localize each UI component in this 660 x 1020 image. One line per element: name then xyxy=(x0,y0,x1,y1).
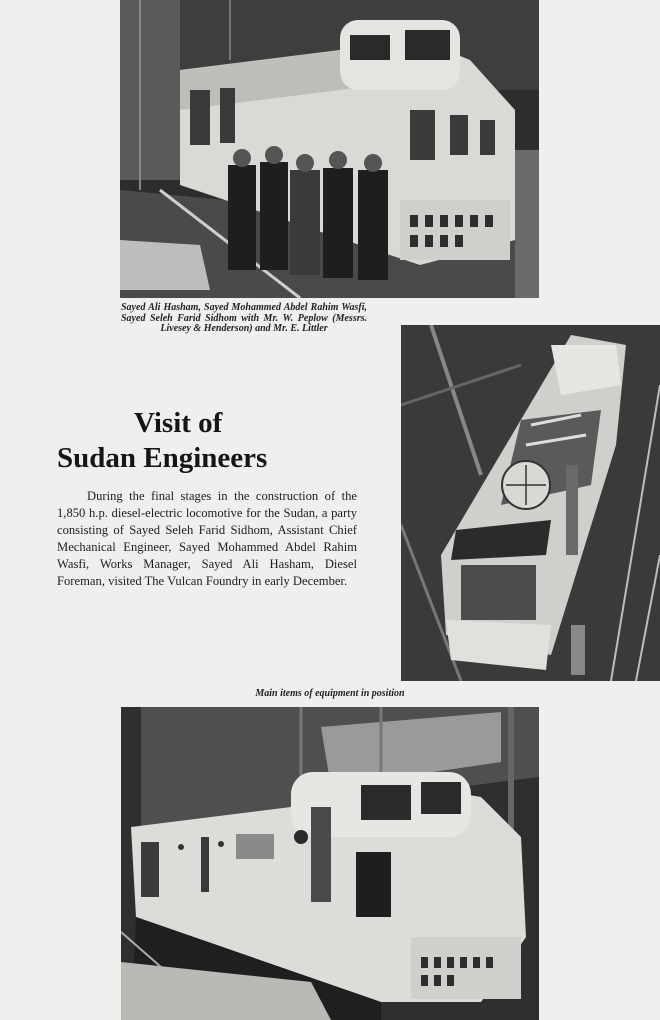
photo-locomotive-in-workshop xyxy=(121,707,539,1020)
article-title-line-1: Visit of xyxy=(134,407,223,439)
photo-equipment-graphic xyxy=(401,325,660,681)
article-title-line-2: Sudan Engineers xyxy=(57,442,268,474)
photo-locomotive-graphic xyxy=(121,707,539,1020)
photo-equipment-in-position xyxy=(401,325,660,681)
caption-engineers-photo: Sayed Ali Hasham, Sayed Mohammed Abdel Rahim Wasfi, Sayed Seleh Farid Sidhom with Mr. W. Peplow (Messrs. Livesey & Henderson) and Mr. E. Littler xyxy=(121,302,367,334)
photo-engineers-graphic xyxy=(120,0,539,298)
photo-engineers-with-locomotive xyxy=(120,0,539,298)
caption-equipment-photo: Main items of equipment in position xyxy=(255,688,405,699)
article-body: During the final stages in the construction of the 1,850 h.p. diesel-electric locomotive for the Sudan, a party consisting of Sayed Seleh Farid Sidhom, Assistant Chief Mechanical Engineer, Sayed Mohammed Abdel Rahim Wasfi, Works Manager, Sayed Ali Hasham, Diesel Foreman, visited The Vulcan Foundry in early December. xyxy=(57,489,357,588)
